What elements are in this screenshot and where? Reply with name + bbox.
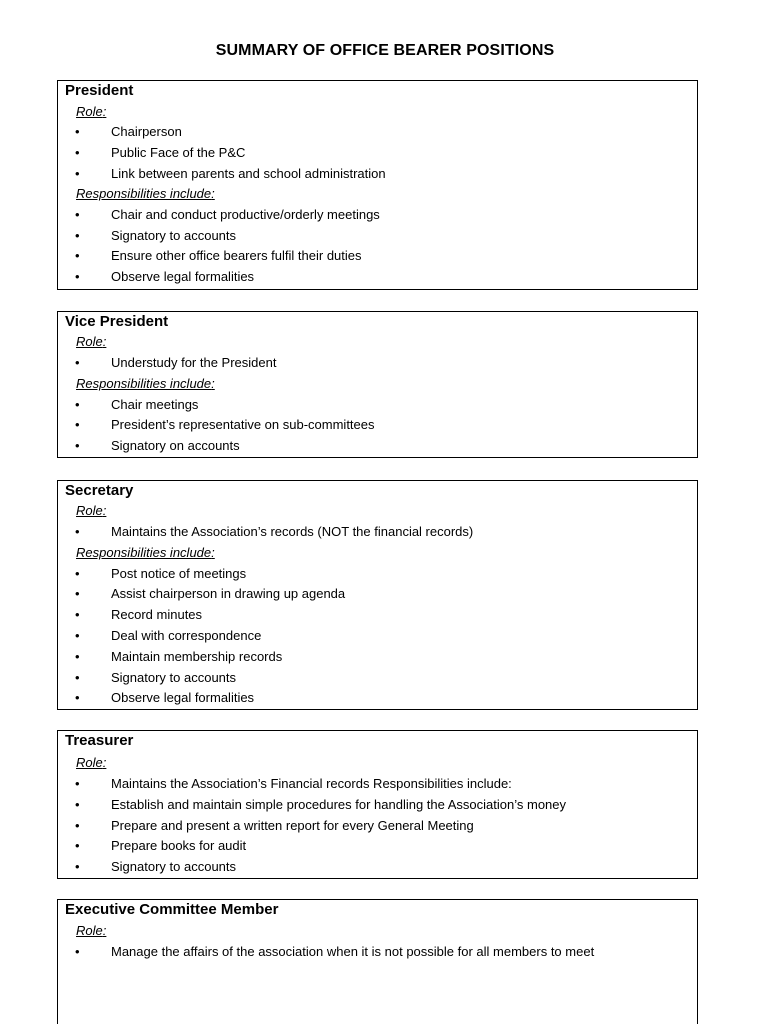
bullet-icon: • xyxy=(75,859,80,874)
bullet-icon: • xyxy=(75,797,80,812)
role-label: Role: xyxy=(76,334,107,349)
page-title: SUMMARY OF OFFICE BEARER POSITIONS xyxy=(215,42,555,59)
bullet-icon: • xyxy=(75,207,80,222)
list-item: • Observe legal formalities xyxy=(75,690,255,705)
bullet-icon: • xyxy=(75,607,80,622)
list-item: • Establish and maintain simple procedures for handling the Association’s money xyxy=(75,797,567,812)
bullet-icon: • xyxy=(75,355,80,370)
role-label: Role: xyxy=(76,923,107,938)
bullet-icon: • xyxy=(75,438,80,453)
section-executive-committee-member xyxy=(57,899,698,1024)
list-item: • Chair and conduct productive/orderly meetings xyxy=(75,207,380,222)
list-item: • Maintains the Association’s records (NOT the financial records) xyxy=(75,524,474,539)
bullet-icon: • xyxy=(75,838,80,853)
list-item: • Ensure other office bearers fulfil their duties xyxy=(75,248,362,263)
role-label: Role: xyxy=(76,503,107,518)
bullet-icon: • xyxy=(75,145,80,160)
list-item: • Signatory to accounts xyxy=(75,228,237,243)
list-item: • Chairperson xyxy=(75,124,182,139)
bullet-icon: • xyxy=(75,269,80,284)
bullet-icon: • xyxy=(75,397,80,412)
bullet-icon: • xyxy=(75,417,80,432)
role-label: Role: xyxy=(76,755,107,770)
list-item: • Record minutes xyxy=(75,607,203,622)
responsibilities-label: Responsibilities include: xyxy=(76,186,215,201)
bullet-icon: • xyxy=(75,228,80,243)
section-title: President xyxy=(65,82,134,99)
bullet-icon: • xyxy=(75,124,80,139)
list-item: • Maintain membership records xyxy=(75,649,283,664)
list-item: • Post notice of meetings xyxy=(75,566,247,581)
bullet-icon: • xyxy=(75,944,80,959)
bullet-icon: • xyxy=(75,248,80,263)
bullet-icon: • xyxy=(75,566,80,581)
bullet-icon: • xyxy=(75,690,80,705)
section-president xyxy=(57,80,698,290)
section-title: Vice President xyxy=(65,313,169,330)
list-item: • Maintains the Association’s Financial records Responsibilities include: xyxy=(75,776,512,791)
bullet-icon: • xyxy=(75,586,80,601)
list-item: • Prepare and present a written report for every General Meeting xyxy=(75,818,474,833)
bullet-icon: • xyxy=(75,818,80,833)
bullet-icon: • xyxy=(75,166,80,181)
responsibilities-label: Responsibilities include: xyxy=(76,545,215,560)
list-item: • Understudy for the President xyxy=(75,355,277,370)
list-item: • President’s representative on sub-committees xyxy=(75,417,375,432)
list-item: • Chair meetings xyxy=(75,397,199,412)
list-item: • Link between parents and school administration xyxy=(75,166,386,181)
section-vice-president xyxy=(57,311,698,458)
section-title: Treasurer xyxy=(65,732,134,749)
list-item: • Public Face of the P&C xyxy=(75,145,246,160)
list-item: • Manage the affairs of the association when it is not possible for all members to meet xyxy=(75,944,595,959)
section-title: Executive Committee Member xyxy=(65,901,279,918)
bullet-icon: • xyxy=(75,628,80,643)
list-item: • Signatory to accounts xyxy=(75,859,237,874)
bullet-icon: • xyxy=(75,524,80,539)
section-title: Secretary xyxy=(65,482,134,499)
list-item: • Assist chairperson in drawing up agenda xyxy=(75,586,346,601)
section-secretary xyxy=(57,480,698,710)
list-item: • Signatory on accounts xyxy=(75,438,240,453)
list-item: • Observe legal formalities xyxy=(75,269,255,284)
list-item: • Signatory to accounts xyxy=(75,670,237,685)
responsibilities-label: Responsibilities include: xyxy=(76,376,215,391)
role-label: Role: xyxy=(76,104,107,119)
bullet-icon: • xyxy=(75,776,80,791)
section-treasurer xyxy=(57,730,698,879)
bullet-icon: • xyxy=(75,649,80,664)
list-item: • Prepare books for audit xyxy=(75,838,247,853)
list-item: • Deal with correspondence xyxy=(75,628,262,643)
bullet-icon: • xyxy=(75,670,80,685)
